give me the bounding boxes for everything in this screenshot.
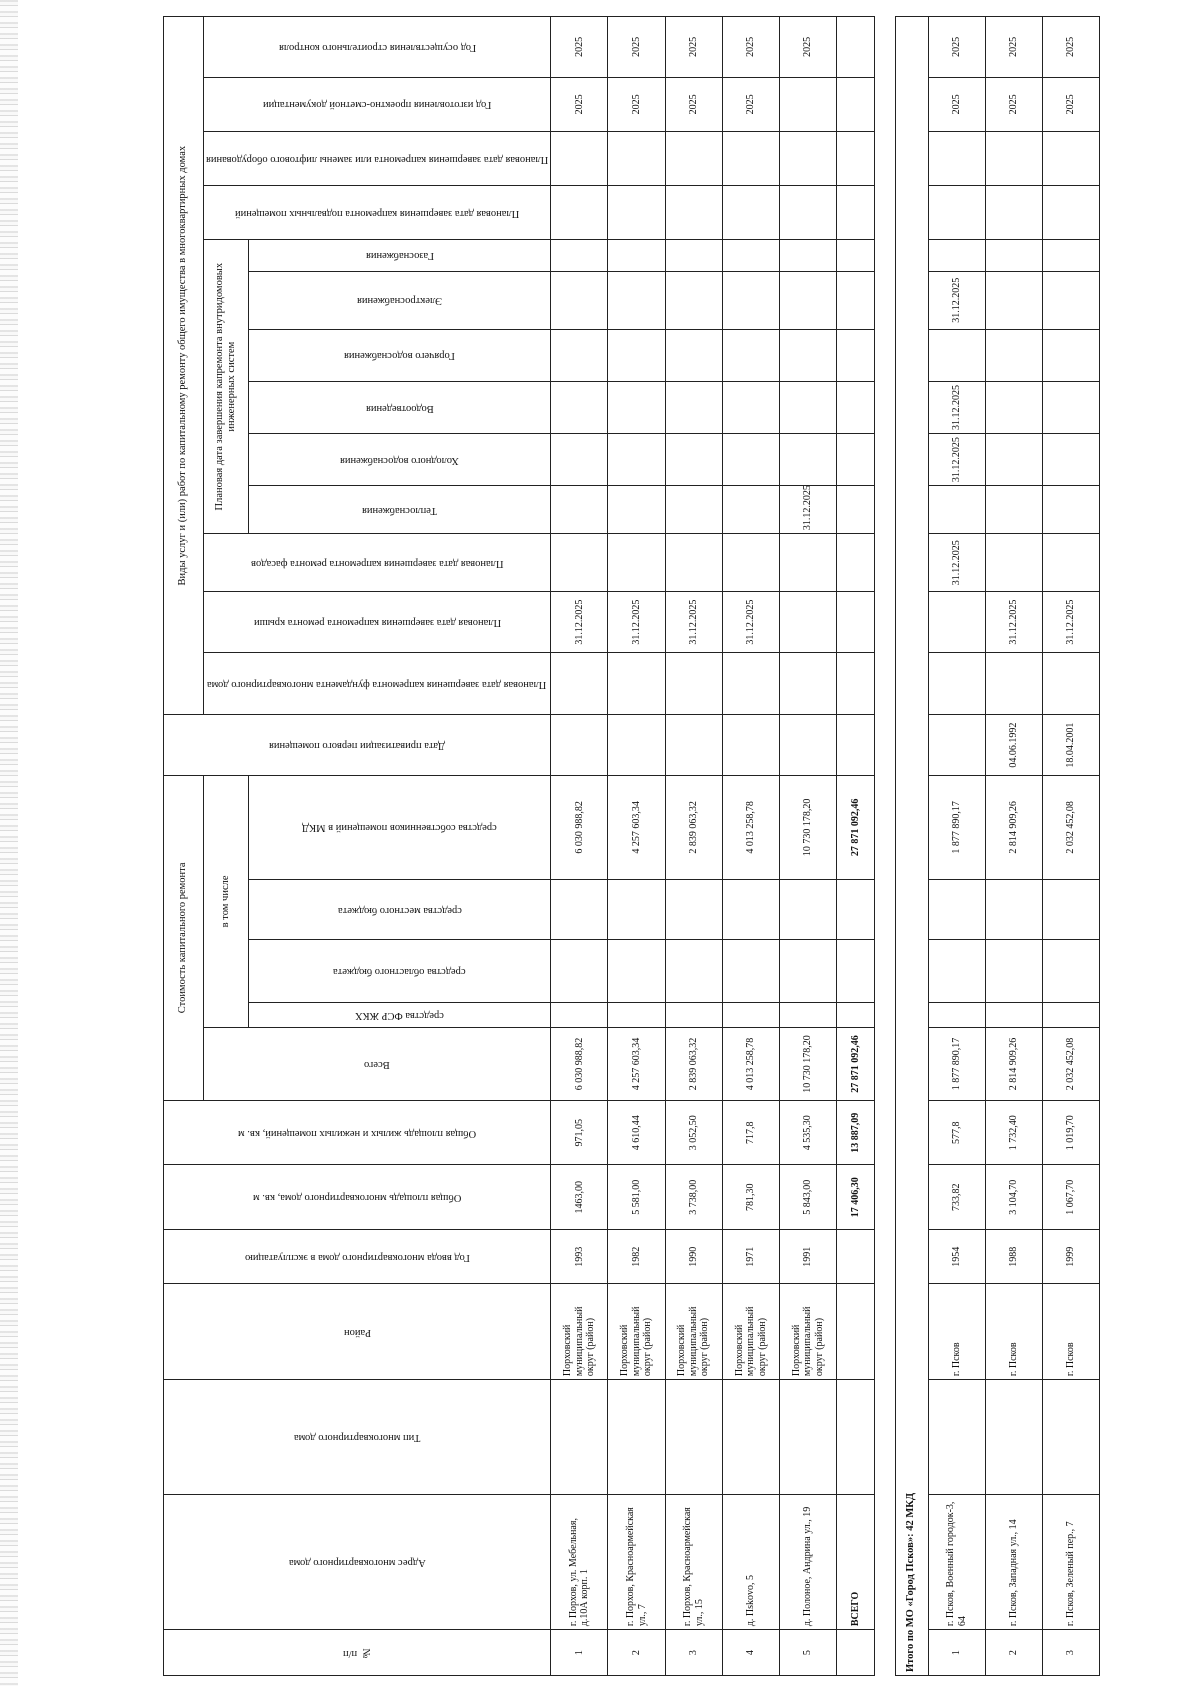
total-cell-heating [837,486,874,534]
cell-foundation [928,652,985,715]
cell-fsr [928,1002,985,1027]
th-electricity: Электроснабжения [249,271,551,329]
th-gas: Газоснабжения [249,240,551,271]
cell-foundation [1042,652,1099,715]
cell-district: Порховский муниципальный округ (район) [722,1284,779,1380]
th-privatization: Дата приватизации первого помещения [164,715,551,775]
th-total-area: Общая площадь многоквартирного дома, кв. м [164,1165,551,1230]
cell-total-area: 3 104,70 [985,1165,1042,1230]
total-cell-facade [837,534,874,592]
cell-hot-water [551,329,608,381]
th-elevator: Плановая дата завершения капремонта или замены лифтового оборудования [204,131,551,185]
scan-edge [0,0,18,1686]
table-row [928,17,985,1676]
cell-roof: 31.12.2025 [985,592,1042,652]
cell-gas [551,240,608,271]
cell-living-area: 717,8 [722,1100,779,1165]
total-cell-fsr [837,1002,874,1027]
cell-basement [608,186,665,240]
total-cell-gas [837,240,874,271]
cell-regional [1042,940,1099,1003]
cell-foundation [985,652,1042,715]
total-cell-year [837,1230,874,1284]
cell-local [1042,880,1099,940]
cell-foundation [608,652,665,715]
cell-district: Порховский муниципальный округ (район) [608,1284,665,1380]
cell-basement [722,186,779,240]
cell-total: 6 030 988,82 [551,1027,608,1100]
cell-cold-water [665,434,722,486]
cell-living-area: 3 052,50 [665,1100,722,1165]
cell-year: 1991 [780,1230,837,1284]
th-incl: в том числе [204,775,249,1027]
cell-living-area: 1 019,70 [1042,1100,1099,1165]
cell-local [985,880,1042,940]
th-design-year: Год изготовления проектно-сметной документации [204,77,551,131]
cell-address: г. Порхов, Красноармейская ул., 7 [608,1494,665,1629]
cell-electricity [551,271,608,329]
table-row [1042,17,1099,1676]
capital-repair-table [163,16,1100,1676]
cell-roof: 31.12.2025 [722,592,779,652]
th-roof: Плановая дата завершения капремонта ремонта крыши [204,592,551,652]
cell-sewerage [722,381,779,433]
cell-control-year: 2025 [665,17,722,78]
cell-privatization: 04.06.1992 [985,715,1042,775]
cell-sewerage [551,381,608,433]
cell-num: 3 [1042,1630,1099,1676]
cell-hot-water [665,329,722,381]
table-body [551,17,1100,1676]
cell-facade [722,534,779,592]
cell-regional [722,940,779,1003]
th-works-group: Виды услуг и (или) работ по капитальному ремонту общего имущества в многоквартирных домах [164,17,204,715]
cell-num: 5 [780,1630,837,1676]
cell-type [665,1380,722,1495]
cell-fsr [608,1002,665,1027]
section-title: Итого по МО «Город Псков»: 42 МКД [895,17,928,1676]
total-cell-total-area: 17 406,30 [837,1165,874,1230]
cell-electricity: 31.12.2025 [928,271,985,329]
cell-gas [1042,240,1099,271]
cell-total: 10 730 178,20 [780,1027,837,1100]
cell-total: 4 013 258,78 [722,1027,779,1100]
cell-owners: 1 877 890,17 [928,775,985,879]
cell-address: г. Порхов, ул. Мебельная, д.10А корп. 1 [551,1494,608,1629]
cell-num: 4 [722,1630,779,1676]
cell-cold-water: 31.12.2025 [928,434,985,486]
cell-total-area: 1463,00 [551,1165,608,1230]
cell-owners: 4 257 603,34 [608,775,665,879]
total-cell-living-area: 13 887,09 [837,1100,874,1165]
th-heating: Теплоснабжения [249,486,551,534]
cell-local [608,880,665,940]
table-row [722,17,779,1676]
cell-total: 1 877 890,17 [928,1027,985,1100]
cell-heating [665,486,722,534]
cell-electricity [665,271,722,329]
th-hot-water: Горячего водоснабжения [249,329,551,381]
cell-facade [551,534,608,592]
total-cell-elevator [837,131,874,185]
cell-sewerage [780,381,837,433]
th-district: Район [164,1284,551,1380]
cell-gas [780,240,837,271]
cell-regional [608,940,665,1003]
cell-elevator [1042,131,1099,185]
cell-roof: 31.12.2025 [608,592,665,652]
total-cell-control-year [837,17,874,78]
cell-electricity [985,271,1042,329]
cell-owners: 10 730 178,20 [780,775,837,879]
cell-basement [985,186,1042,240]
cell-gas [722,240,779,271]
th-cost-group: Стоимость капитального ремонта [164,775,204,1100]
total-row [837,17,874,1676]
th-fsr: средства ФСР ЖКХ [249,1002,551,1027]
th-control-year: Год осуществления строительного контроля [204,17,551,78]
cell-address: д. Пskovo, 5 [722,1494,779,1629]
cell-num: 2 [608,1630,665,1676]
cell-control-year: 2025 [780,17,837,78]
cell-fsr [1042,1002,1099,1027]
cell-year: 1982 [608,1230,665,1284]
total-cell-address: ВСЕГО [837,1494,874,1629]
cell-regional [985,940,1042,1003]
cell-local [665,880,722,940]
cell-facade [1042,534,1099,592]
cell-fsr [780,1002,837,1027]
cell-type [780,1380,837,1495]
cell-regional [780,940,837,1003]
cell-total: 2 814 909,26 [985,1027,1042,1100]
total-cell-foundation [837,652,874,715]
total-cell-basement [837,186,874,240]
cell-type [985,1380,1042,1495]
cell-electricity [1042,271,1099,329]
cell-cold-water [722,434,779,486]
th-local: средства местного бюджета [249,880,551,940]
spacer-row [874,17,895,1676]
cell-num: 1 [551,1630,608,1676]
cell-design-year: 2025 [665,77,722,131]
cell-fsr [551,1002,608,1027]
cell-district: г. Псков [985,1284,1042,1380]
cell-type [551,1380,608,1495]
cell-elevator [608,131,665,185]
cell-district: г. Псков [928,1284,985,1380]
cell-sewerage [608,381,665,433]
cell-elevator [551,131,608,185]
cell-foundation [780,652,837,715]
total-cell-privatization [837,715,874,775]
cell-elevator [985,131,1042,185]
total-cell-local [837,880,874,940]
cell-sewerage [985,381,1042,433]
cell-total-area: 1 067,70 [1042,1165,1099,1230]
cell-hot-water [780,329,837,381]
th-year: Год ввода многоквартирного дома в эксплуатацию [164,1230,551,1284]
cell-privatization [551,715,608,775]
cell-hot-water [608,329,665,381]
th-regional: средства областного бюджета [249,940,551,1003]
cell-regional [665,940,722,1003]
total-cell-owners: 27 871 092,46 [837,775,874,879]
cell-roof: 31.12.2025 [1042,592,1099,652]
cell-design-year: 2025 [985,77,1042,131]
th-num: № п/п [164,1630,551,1676]
section-title-row [895,17,928,1676]
cell-district: Порховский муниципальный округ (район) [665,1284,722,1380]
cell-design-year: 2025 [1042,77,1099,131]
th-foundation: Плановая дата завершения капремонта фундамента многоквартирного дома [204,652,551,715]
cell-sewerage [1042,381,1099,433]
cell-address: г. Псков, Военный городок-3, 64 [928,1494,985,1629]
cell-hot-water [985,329,1042,381]
cell-living-area: 577,8 [928,1100,985,1165]
th-address: Адрес многоквартирного дома [164,1494,551,1629]
th-type: Тип многоквартирного дома [164,1380,551,1495]
cell-sewerage: 31.12.2025 [928,381,985,433]
cell-cold-water [551,434,608,486]
th-living-area: Общая площадь жилых и нежилых помещений, кв. м [164,1100,551,1165]
cell-local [780,880,837,940]
cell-basement [928,186,985,240]
total-cell-num [837,1630,874,1676]
cell-total: 4 257 603,34 [608,1027,665,1100]
cell-heating [722,486,779,534]
spacer-cell [874,17,895,1676]
table-row [780,17,837,1676]
cell-type [928,1380,985,1495]
cell-electricity [722,271,779,329]
cell-heating [608,486,665,534]
cell-control-year: 2025 [1042,17,1099,78]
cell-roof [928,592,985,652]
total-cell-regional [837,940,874,1003]
cell-total-area: 733,82 [928,1165,985,1230]
cell-design-year: 2025 [928,77,985,131]
total-cell-electricity [837,271,874,329]
cell-foundation [722,652,779,715]
cell-privatization [722,715,779,775]
cell-facade [780,534,837,592]
cell-facade [608,534,665,592]
cell-gas [665,240,722,271]
cell-year: 1971 [722,1230,779,1284]
cell-year: 1988 [985,1230,1042,1284]
cell-hot-water [928,329,985,381]
cell-design-year: 2025 [608,77,665,131]
cell-gas [928,240,985,271]
cell-type [722,1380,779,1495]
cell-total: 2 839 063,32 [665,1027,722,1100]
total-cell-type [837,1380,874,1495]
cell-cold-water [985,434,1042,486]
cell-basement [665,186,722,240]
total-cell-sewerage [837,381,874,433]
cell-district: Порховский муниципальный округ (район) [780,1284,837,1380]
cell-cold-water [1042,434,1099,486]
cell-control-year: 2025 [551,17,608,78]
total-cell-roof [837,592,874,652]
cell-control-year: 2025 [928,17,985,78]
cell-facade: 31.12.2025 [928,534,985,592]
cell-district: г. Псков [1042,1284,1099,1380]
cell-regional [928,940,985,1003]
cell-owners: 2 839 063,32 [665,775,722,879]
rotated-page [163,16,1077,1676]
cell-district: Порховский муниципальный округ (район) [551,1284,608,1380]
cell-foundation [665,652,722,715]
cell-basement [780,186,837,240]
cell-hot-water [1042,329,1099,381]
table-row [551,17,608,1676]
cell-control-year: 2025 [608,17,665,78]
cell-year: 1954 [928,1230,985,1284]
cell-total-area: 5 581,00 [608,1165,665,1230]
cell-design-year [780,77,837,131]
cell-roof: 31.12.2025 [665,592,722,652]
cell-heating [928,486,985,534]
cell-year: 1999 [1042,1230,1099,1284]
cell-num: 3 [665,1630,722,1676]
cell-address: г. Псков, Западная ул., 14 [985,1494,1042,1629]
cell-living-area: 4 535,30 [780,1100,837,1165]
cell-address: г. Порхов, Красноармейская ул., 15 [665,1494,722,1629]
cell-year: 1990 [665,1230,722,1284]
cell-cold-water [780,434,837,486]
cell-total: 2 032 452,08 [1042,1027,1099,1100]
cell-total-area: 3 738,00 [665,1165,722,1230]
table-row [665,17,722,1676]
th-basement: Плановая дата завершения капремонта подвальных помещений [204,186,551,240]
cell-owners: 6 030 988,82 [551,775,608,879]
cell-year: 1993 [551,1230,608,1284]
cell-num: 2 [985,1630,1042,1676]
cell-elevator [928,131,985,185]
cell-fsr [665,1002,722,1027]
table-row [608,17,665,1676]
cell-privatization: 18.04.2001 [1042,715,1099,775]
cell-basement [551,186,608,240]
cell-regional [551,940,608,1003]
cell-design-year: 2025 [722,77,779,131]
cell-total-area: 781,30 [722,1165,779,1230]
cell-gas [608,240,665,271]
th-facade: Плановая дата завершения капремонта ремонта фасадов [204,534,551,592]
cell-design-year: 2025 [551,77,608,131]
cell-fsr [722,1002,779,1027]
cell-hot-water [722,329,779,381]
cell-cold-water [608,434,665,486]
cell-control-year: 2025 [985,17,1042,78]
cell-foundation [551,652,608,715]
cell-electricity [608,271,665,329]
cell-total-area: 5 843,00 [780,1165,837,1230]
cell-facade [985,534,1042,592]
cell-gas [985,240,1042,271]
cell-privatization [665,715,722,775]
total-cell-cold-water [837,434,874,486]
cell-sewerage [665,381,722,433]
th-total: Всего [204,1027,551,1100]
cell-electricity [780,271,837,329]
cell-privatization [780,715,837,775]
cell-elevator [665,131,722,185]
cell-local [928,880,985,940]
cell-owners: 2 032 452,08 [1042,775,1099,879]
total-cell-total: 27 871 092,46 [837,1027,874,1100]
cell-basement [1042,186,1099,240]
cell-fsr [985,1002,1042,1027]
cell-owners: 4 013 258,78 [722,775,779,879]
total-cell-district [837,1284,874,1380]
total-cell-hot-water [837,329,874,381]
th-owners: средства собственников помещений в МКД [249,775,551,879]
table-row [985,17,1042,1676]
cell-owners: 2 814 909,26 [985,775,1042,879]
cell-roof [780,592,837,652]
cell-local [722,880,779,940]
total-cell-design-year [837,77,874,131]
th-cold-water: Холодного водоснабжения [249,434,551,486]
cell-type [608,1380,665,1495]
cell-heating [985,486,1042,534]
cell-num: 1 [928,1630,985,1676]
cell-elevator [780,131,837,185]
cell-control-year: 2025 [722,17,779,78]
cell-facade [665,534,722,592]
cell-roof: 31.12.2025 [551,592,608,652]
cell-heating: 31.12.2025 [780,486,837,534]
cell-living-area: 1 732,40 [985,1100,1042,1165]
cell-living-area: 4 610,44 [608,1100,665,1165]
cell-address: г. Псков, Зеленый пер., 7 [1042,1494,1099,1629]
cell-privatization [928,715,985,775]
cell-elevator [722,131,779,185]
th-eng-group: Плановая дата завершения капремонта внутридомовых инженерных систем [204,240,249,534]
cell-living-area: 971,05 [551,1100,608,1165]
cell-privatization [608,715,665,775]
cell-heating [551,486,608,534]
th-sewerage: Водоотведения [249,381,551,433]
cell-address: д. Полоное, Андрина ул., 19 [780,1494,837,1629]
cell-heating [1042,486,1099,534]
cell-local [551,880,608,940]
cell-type [1042,1380,1099,1495]
